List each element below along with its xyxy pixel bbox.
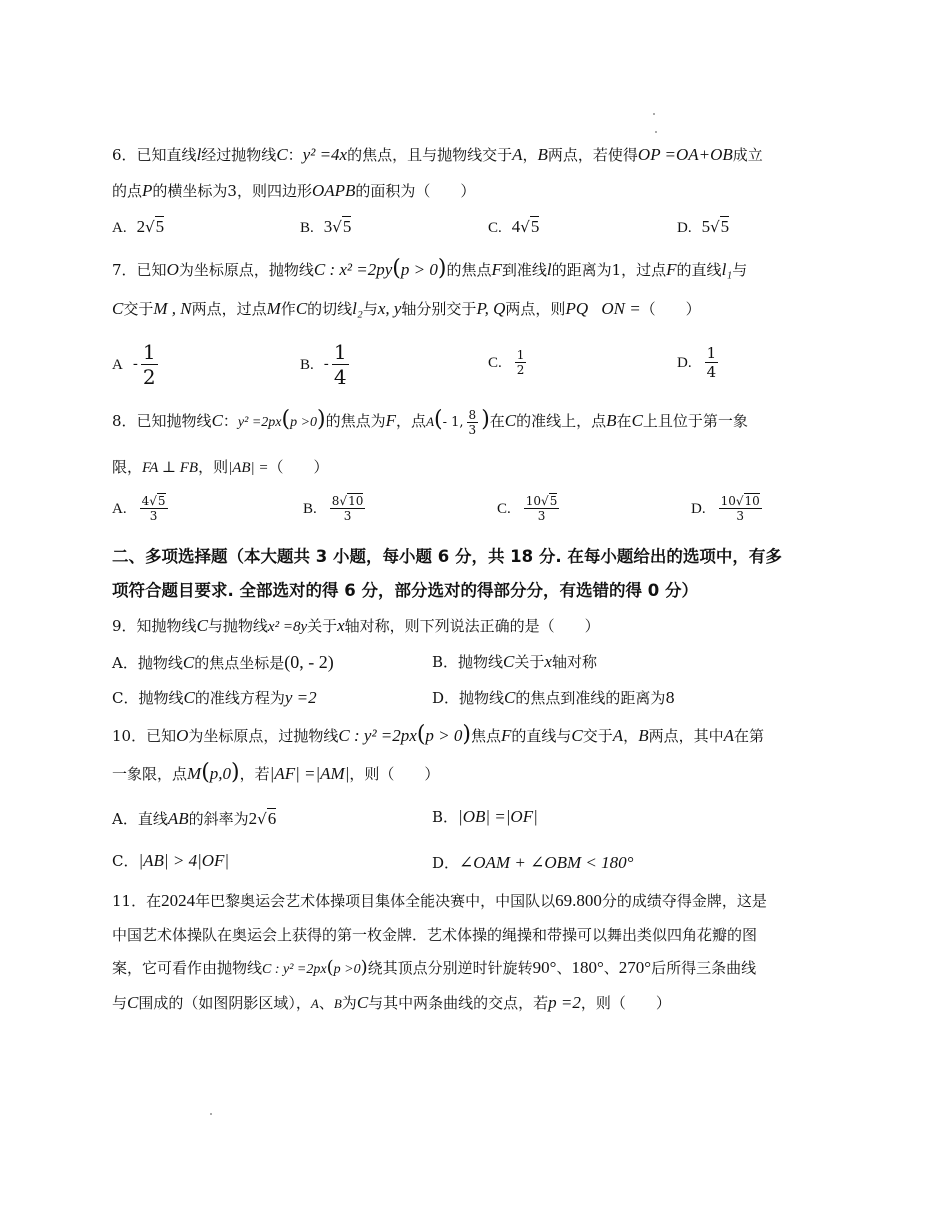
q6-option-b: B. 3√5 [300, 217, 352, 236]
q9-option-d: D．抛物线C的焦点到准线的距离为8 [432, 688, 675, 707]
q9-option-c: C．抛物线C的准线方程为y =2 [112, 688, 317, 707]
q7-option-c: C. $\frac{1}{2}$ [488, 348, 525, 377]
q7-line2: C交于M , N两点，过点M作C的切线l₂与x, y轴分别交于P, Q两点，则PQ⃗ON =（ ） [112, 299, 701, 318]
q9-line1: 9．知抛物线C与抛物线x² =8y关于x轴对称，则下列说法正确的是（ ） [112, 616, 600, 635]
q8-option-c: C. $\frac{10√5}{3}$ [497, 494, 558, 523]
section2-heading-line2: 项符合题目要求. 全部选对的得 6 分，部分选对的得部分分，有选错的得 0 分） [112, 581, 698, 600]
q11-line1: 11．在2024年巴黎奥运会艺术体操项目集体全能决赛中，中国队以69.800分的成绩夺得金牌，这是 [112, 891, 767, 910]
q9-option-a: A．抛物线C的焦点坐标是(0, - 2) [112, 652, 334, 672]
q6-line2: 的点P的横坐标为3，则四边形OAPB的面积为（ ） [112, 181, 476, 200]
scan-dot [653, 113, 655, 115]
q11-line2: 中国艺术体操队在奥运会上获得的第一枚金牌．艺术体操的绳操和带操可以舞出类似四角花瓣的图 [112, 926, 758, 944]
q6-option-d: D. 5√5 [677, 217, 730, 236]
q6-line1: 6．已知直线l经过抛物线C：y² =4x的焦点，且与抛物线交于A，B两点，若使得OP =OA+OB成立 [112, 145, 763, 164]
q8-line2: 限，FA ⊥ FB，则|AB| =（ ） [112, 458, 329, 476]
q9-option-b: B．抛物线C关于x轴对称 [432, 652, 597, 671]
q10-line1: 10．已知O为坐标原点，过抛物线C : y² =2px(p > 0)焦点F的直线与C交于A，B两点，其中A在第 [112, 722, 764, 747]
q6-option-a: A. 2√5 [112, 217, 165, 236]
scan-dot [210, 1113, 212, 1115]
q10-option-d: D．∠OAM + ∠OBM < 180° [432, 853, 634, 872]
q10-option-a: A．直线AB的斜率为2√6 [112, 809, 277, 828]
q8-option-d: D. $\frac{10√10}{3}$ [691, 494, 760, 523]
q10-option-c: C．|AB| > 4|OF| [112, 851, 230, 870]
q11-line3: 案，它可看作由抛物线C : y² =2px(p >0)绕其顶点分别逆时针旋转90°、180°、270°后所得三条曲线 [112, 957, 757, 978]
q11-line4: 与C围成的（如图阴影区域），A、B为C与其中两条曲线的交点，若p =2，则（ ） [112, 993, 671, 1012]
scan-dot [655, 131, 657, 133]
q7-option-b: B. - $\frac{1}{4}$ [300, 340, 347, 389]
section2-heading-line1: 二、多项选择题（本大题共 3 小题，每小题 6 分，共 18 分. 在每小题给出的选项中，有多 [112, 547, 782, 566]
q8-option-b: B. $\frac{8√10}{3}$ [303, 494, 364, 523]
q6-option-c: C. 4√5 [488, 217, 540, 236]
q8-option-a: A. $\frac{4√5}{3}$ [112, 494, 166, 523]
q10-option-b: B．|OB| =|OF| [432, 807, 538, 826]
q7-option-d: D. $\frac{1}{4}$ [677, 344, 717, 381]
q7-option-a: A - $\frac{1}{2}$ [112, 340, 156, 389]
q10-line2: 一象限，点M(p,0)，若|AF| =|AM|，则（ ） [112, 760, 440, 785]
q8-line1: 8．已知抛物线C：y² =2px(p >0)的焦点为F，点A(- 1, $\frac{8}{3}$ )在C的准线上，点B在C上且位于第一象 [112, 407, 748, 437]
q7-line1: 7．已知O为坐标原点，抛物线C : x² =2py(p > 0)的焦点F到准线l的距离为1，过点F的直线l₁与 [112, 256, 748, 281]
